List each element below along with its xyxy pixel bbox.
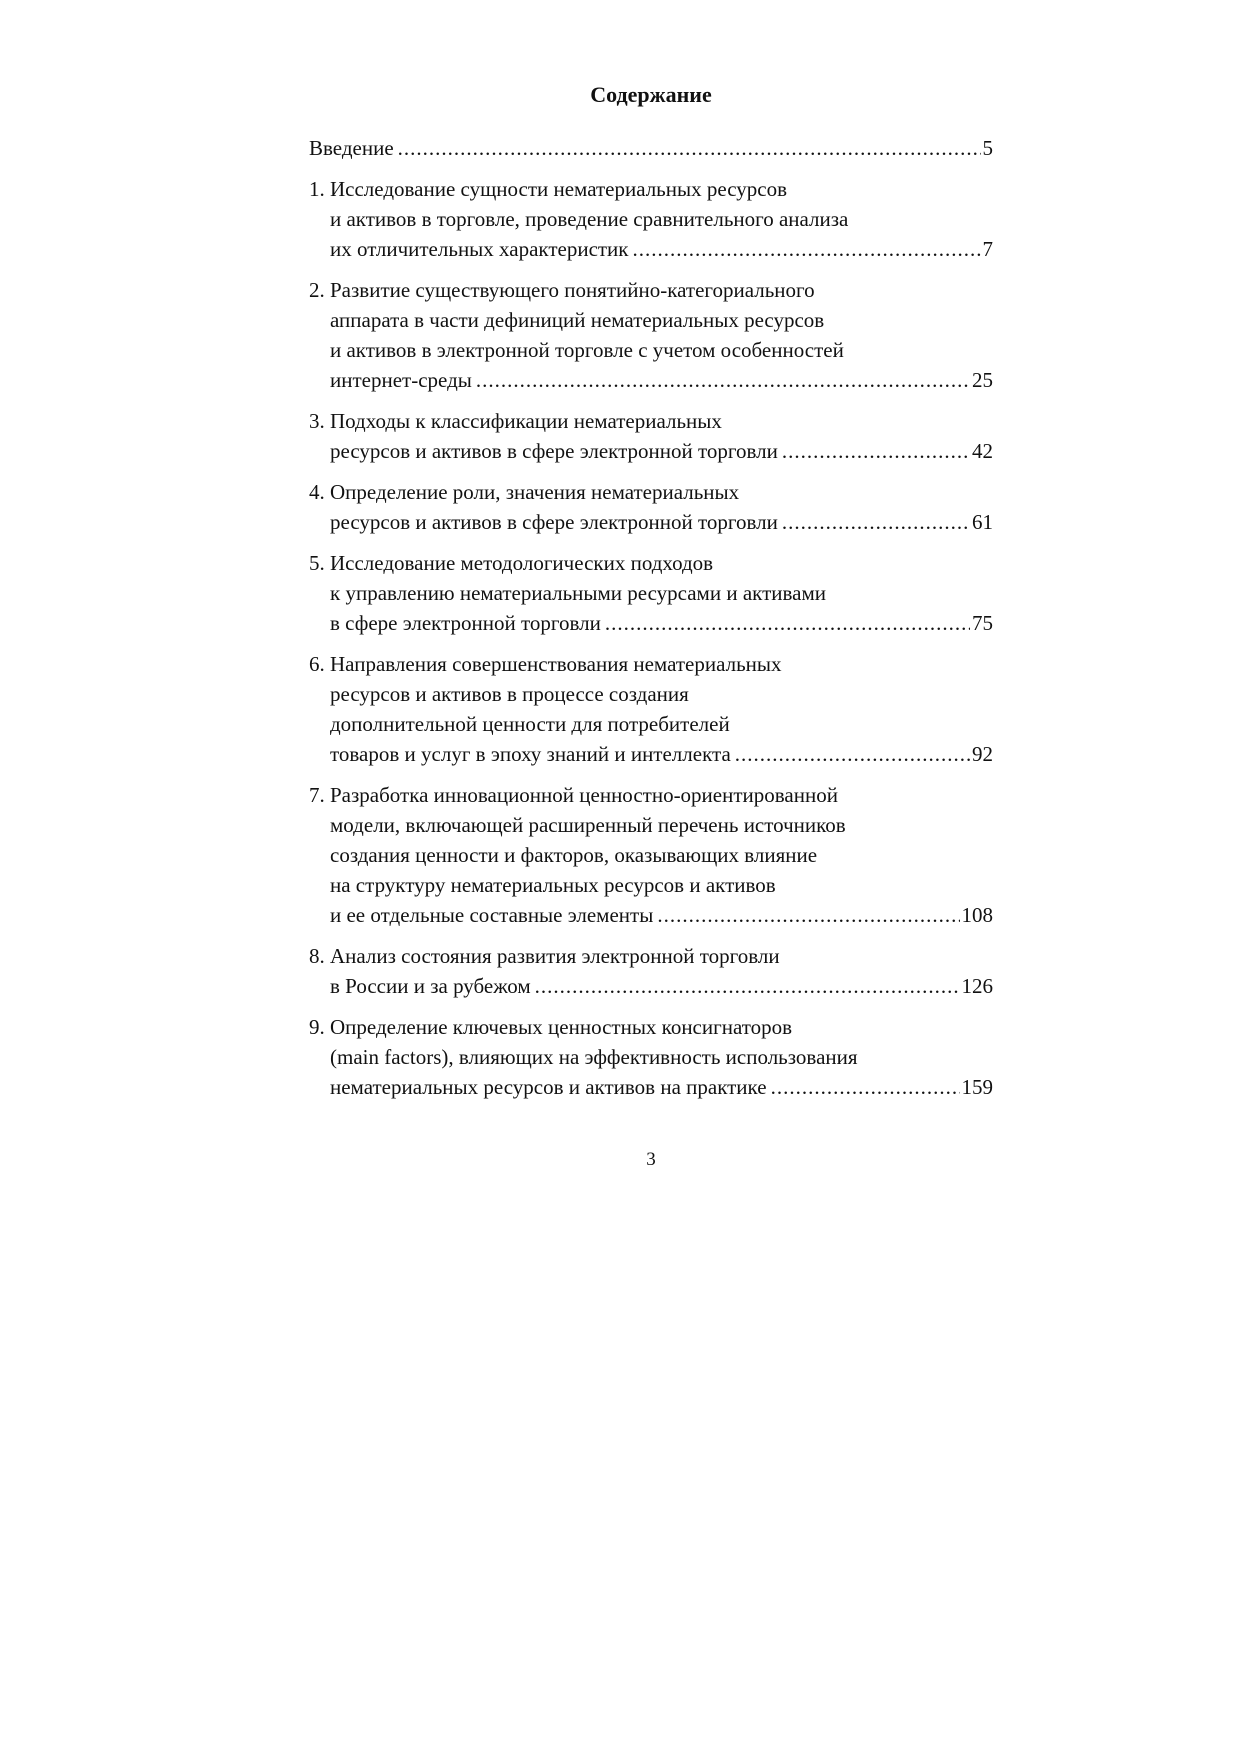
toc-entry-line: ресурсов и активов в сфере электронной торговли: [330, 439, 778, 463]
toc-page-number: 108: [961, 903, 993, 927]
dot-leader: [782, 507, 970, 537]
toc-entry-line: в России и за рубежом: [330, 974, 531, 998]
toc-entry[interactable]: [309, 406, 993, 466]
toc-entry-line: аппарата в части дефиниций нематериальных ресурсов: [330, 308, 825, 332]
dot-leader: [398, 133, 981, 163]
toc-entry-last-line: [309, 234, 993, 264]
toc-page-number: 5: [982, 136, 993, 160]
dot-leader: [782, 436, 970, 466]
toc-page-number: 159: [961, 1075, 993, 1099]
dot-leader: [735, 739, 970, 769]
toc-entry-last-line: [309, 608, 993, 638]
toc-entry-last-line: [309, 133, 993, 163]
toc-entry-line: создания ценности и факторов, оказывающих влияние: [330, 843, 818, 867]
toc-entry-line: (main factors), влияющих на эффективность использования: [330, 1045, 858, 1069]
toc-entry-last-line: [309, 365, 993, 395]
dot-leader: [605, 608, 970, 638]
toc-entry[interactable]: [309, 174, 993, 264]
toc-entry-line: к управлению нематериальными ресурсами и активами: [330, 581, 826, 605]
toc-entry-line: в сфере электронной торговли: [330, 611, 601, 635]
dot-leader: [476, 365, 970, 395]
toc-entry[interactable]: [309, 477, 993, 537]
toc-page-number: 75: [972, 611, 993, 635]
toc-page-number: 7: [982, 237, 993, 261]
toc-entry[interactable]: [309, 275, 993, 395]
toc-entry-line: 5. Исследование методологических подходов: [309, 551, 714, 575]
toc-entry-line: 9. Определение ключевых ценностных консигнаторов: [309, 1015, 793, 1039]
table-of-contents: [309, 133, 993, 1113]
toc-entry-line: 6. Направления совершенствования нематериальных: [309, 652, 782, 676]
toc-entry-last-line: [309, 1072, 993, 1102]
toc-entry-last-line: [309, 900, 993, 930]
toc-entry[interactable]: [309, 548, 993, 638]
toc-entry-line: ресурсов и активов в сфере электронной торговли: [330, 510, 778, 534]
toc-entry-last-line: [309, 436, 993, 466]
dot-leader: [633, 234, 981, 264]
toc-entry-line: интернет-среды: [330, 368, 472, 392]
toc-entry[interactable]: [309, 780, 993, 930]
toc-entry-last-line: [309, 739, 993, 769]
dot-leader: [535, 971, 960, 1001]
toc-entry-line: Введение: [309, 136, 394, 160]
toc-entry-line: 8. Анализ состояния развития электронной торговли: [309, 944, 780, 968]
toc-title: Содержание: [590, 82, 712, 107]
toc-entry[interactable]: [309, 941, 993, 1001]
toc-entry-line: 3. Подходы к классификации нематериальных: [309, 409, 722, 433]
toc-entry-line: 1. Исследование сущности нематериальных ресурсов: [309, 177, 787, 201]
dot-leader: [657, 900, 959, 930]
toc-entry[interactable]: [309, 133, 993, 163]
toc-entry-last-line: [309, 507, 993, 537]
toc-page-number: 42: [972, 439, 993, 463]
toc-entry-last-line: [309, 971, 993, 1001]
toc-entry-line: на структуру нематериальных ресурсов и активов: [330, 873, 776, 897]
toc-entry-line: 4. Определение роли, значения нематериальных: [309, 480, 740, 504]
toc-entry[interactable]: [309, 649, 993, 769]
toc-entry-line: и ее отдельные составные элементы: [330, 903, 654, 927]
toc-entry-line: и активов в электронной торговле с учетом особенностей: [330, 338, 844, 362]
toc-entry-line: дополнительной ценности для потребителей: [330, 712, 730, 736]
toc-entry-line: 7. Разработка инновационной ценностно-ориентированной: [309, 783, 838, 807]
dot-leader: [771, 1072, 960, 1102]
toc-page-number: 126: [961, 974, 993, 998]
toc-entry-line: и активов в торговле, проведение сравнительного анализа: [330, 207, 849, 231]
toc-page-number: 92: [972, 742, 993, 766]
toc-entry[interactable]: [309, 1012, 993, 1102]
toc-page-number: 61: [972, 510, 993, 534]
toc-entry-line: их отличительных характеристик: [330, 237, 629, 261]
toc-entry-line: ресурсов и активов в процессе создания: [330, 682, 689, 706]
toc-entry-line: товаров и услуг в эпоху знаний и интеллекта: [330, 742, 731, 766]
toc-page-number: 25: [972, 368, 993, 392]
toc-entry-line: нематериальных ресурсов и активов на практике: [330, 1075, 767, 1099]
toc-entry-line: модели, включающей расширенный перечень источников: [330, 813, 846, 837]
toc-entry-line: 2. Развитие существующего понятийно-категориального: [309, 278, 815, 302]
page-number: 3: [646, 1149, 656, 1170]
